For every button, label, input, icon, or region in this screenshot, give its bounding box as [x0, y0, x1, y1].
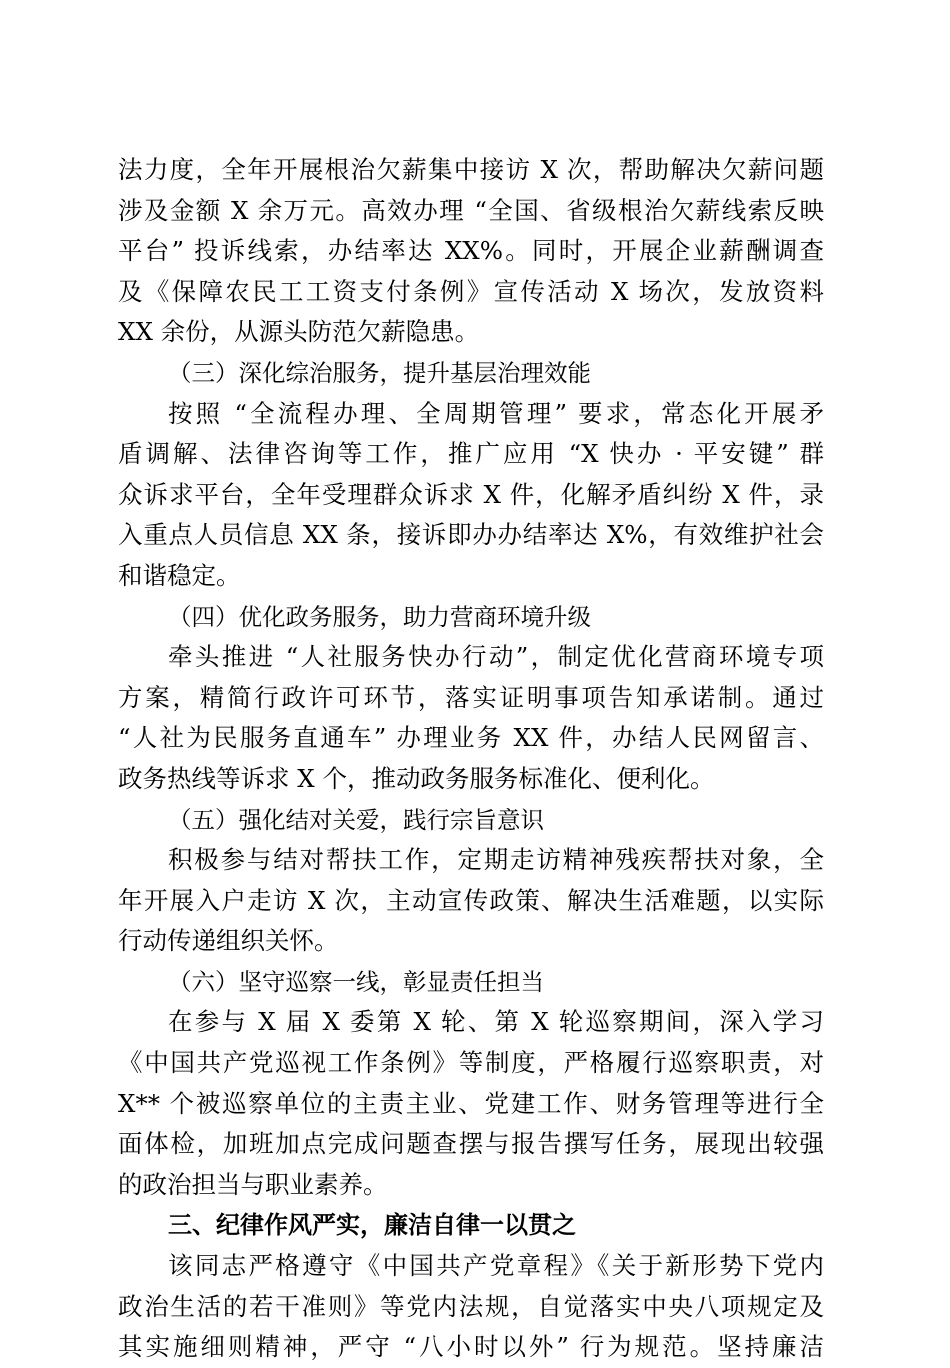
paragraph-line: 及《保障农民工工资支付条例》宣传活动 X 场次，发放资料 — [118, 276, 824, 306]
paragraph-line: 众诉求平台，全年受理群众诉求 X 件，化解矛盾纠纷 X 件，录 — [118, 479, 824, 509]
paragraph-line: X** 个被巡察单位的主责主业、党建工作、财务管理等进行全 — [118, 1088, 824, 1118]
paragraph-line: 涉及金额 X 余万元。高效办理 “全国、省级根治欠薪线索反映 — [118, 195, 824, 225]
paragraph-line: 政务热线等诉求 X 个，推动政务服务标准化、便利化。 — [118, 763, 715, 793]
paragraph-line: 年开展入户走访 X 次，主动宣传政策、解决生活难题，以实际 — [118, 885, 824, 915]
paragraph-line: 和谐稳定。 — [118, 560, 241, 590]
paragraph-line: 政治生活的若干准则》等党内法规，自觉落实中央八项规定及 — [118, 1291, 824, 1321]
paragraph-line: 《中国共产党巡视工作条例》等制度，严格履行巡察职责，对 — [118, 1048, 824, 1078]
section-subheading: （五）强化结对关爱，践行宗旨意识 — [168, 805, 544, 834]
section-subheading: （三）深化综治服务，提升基层治理效能 — [168, 358, 591, 387]
paragraph-line: 平台” 投诉线索，办结率达 XX%。同时，开展企业薪酬调查 — [118, 236, 824, 266]
paragraph-line: 牵头推进 “人社服务快办行动”，制定优化营商环境专项 — [168, 642, 824, 672]
paragraph-line: 按照 “全流程办理、全周期管理” 要求，常态化开展矛 — [168, 398, 824, 428]
paragraph-line: 积极参与结对帮扶工作，定期走访精神残疾帮扶对象，全 — [168, 845, 824, 875]
section-subheading: （六）坚守巡察一线，彰显责任担当 — [168, 967, 544, 996]
section-heading: 三、纪律作风严实，廉洁自律一以贯之 — [168, 1211, 576, 1240]
paragraph-line: XX 余份，从源头防范欠薪隐患。 — [118, 317, 480, 347]
paragraph-line: “人社为民服务直通车” 办理业务 XX 件，办结人民网留言、 — [118, 723, 824, 753]
paragraph-line: 盾调解、法律咨询等工作，推广应用 “X 快办 · 平安键” 群 — [118, 439, 824, 469]
document-page — [118, 150, 824, 1368]
paragraph-line: 入重点人员信息 XX 条，接诉即办办结率达 X%，有效维护社会 — [118, 520, 824, 550]
paragraph-line: 行动传递组织关怀。 — [118, 926, 339, 956]
paragraph-line: 面体检，加班加点完成问题查摆与报告撰写任务，展现出较强 — [118, 1129, 824, 1159]
paragraph-line: 该同志严格遵守《中国共产党章程》《关于新形势下党内 — [168, 1251, 824, 1281]
paragraph-line: 法力度，全年开展根治欠薪集中接访 X 次，帮助解决欠薪问题 — [118, 155, 824, 184]
paragraph-line: 的政治担当与职业素养。 — [118, 1169, 388, 1199]
paragraph-line: 其实施细则精神，严守 “八小时以外” 行为规范。坚持廉洁 — [118, 1332, 824, 1362]
paragraph-line: 在参与 X 届 X 委第 X 轮、第 X 轮巡察期间，深入学习 — [168, 1007, 824, 1037]
section-subheading: （四）优化政务服务，助力营商环境升级 — [168, 602, 591, 631]
paragraph-line: 方案，精简行政许可环节，落实证明事项告知承诺制。通过 — [118, 682, 824, 712]
